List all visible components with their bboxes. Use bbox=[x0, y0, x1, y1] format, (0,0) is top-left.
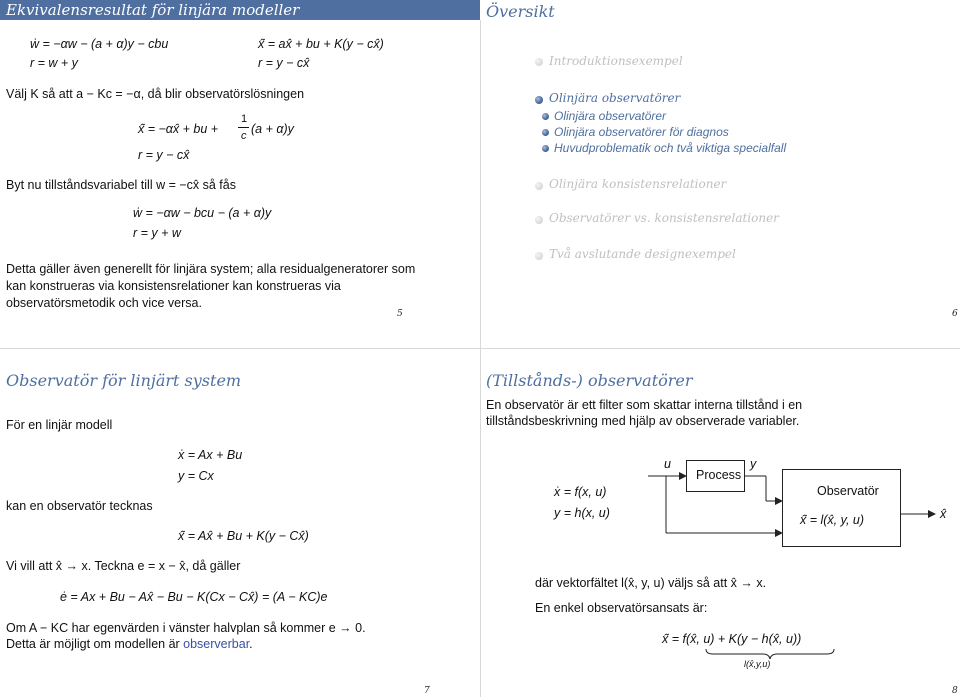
equation-line: ẋ = Ax + Bu bbox=[178, 448, 243, 462]
equation-line: x̂̇ = Ax̂ + Bu + K(y − Cx̂) bbox=[178, 529, 309, 543]
page-number: 7 bbox=[424, 686, 430, 696]
page-number: 6 bbox=[952, 309, 958, 319]
bullet-icon bbox=[535, 96, 543, 104]
outline-item: Två avslutande designexempel bbox=[549, 247, 736, 261]
equation-lhs: x̂̇ = −αx̂ + bu + bbox=[138, 122, 219, 136]
paragraph-line: observatörsmetodik och vice versa. bbox=[6, 296, 202, 310]
ansatz-equation: x̂̇ = f(x̂, u) + K(y − h(x̂, u)) bbox=[662, 632, 802, 646]
observerbar-link[interactable]: observerbar bbox=[183, 637, 250, 651]
body-text: Vi vill att x̂ → x. Teckna e = x − x̂, då gäller bbox=[6, 559, 241, 573]
fraction-numerator: 1 bbox=[241, 113, 248, 125]
bullet-icon bbox=[542, 129, 549, 136]
slide-8 bbox=[480, 349, 960, 697]
equation-line: y = Cx bbox=[178, 469, 214, 483]
observer-block bbox=[782, 469, 901, 547]
bullet-icon bbox=[535, 182, 543, 190]
bullet-icon bbox=[535, 252, 543, 260]
equation-line: ė = Ax + Bu − Ax̂ − Bu − K(Cx − Cx̂) = (A − KC)e bbox=[60, 590, 328, 604]
slide-title: Observatör för linjärt system bbox=[6, 371, 242, 390]
slide-title: Översikt bbox=[486, 2, 555, 21]
body-text: tillståndsbeskrivning med hjälp av observerade variabler. bbox=[486, 414, 800, 428]
slide-title: Ekvivalensresultat för linjära modeller bbox=[6, 1, 300, 19]
slide-7 bbox=[0, 349, 480, 697]
body-text: En observatör är ett filter som skattar interna tillstånd i en bbox=[486, 398, 803, 412]
slide-title: (Tillstånds-) observatörer bbox=[486, 371, 693, 390]
outline-subitem: Olinjära observatörer för diagnos bbox=[554, 125, 729, 139]
estimate-label: x̂ bbox=[940, 507, 947, 521]
page-number: 8 bbox=[952, 686, 958, 696]
equation-line: r = y − cx̂ bbox=[138, 148, 190, 162]
observer-label: Observatör bbox=[817, 484, 879, 498]
body-text: Byt nu tillståndsvariabel till w = −cx̂ så fås bbox=[6, 178, 236, 192]
text-segment: Detta är möjligt om modellen är bbox=[6, 637, 184, 651]
process-label: Process bbox=[696, 468, 742, 482]
outline-item: Introduktionsexempel bbox=[549, 54, 683, 68]
body-text: En enkel observatörsansats är: bbox=[535, 601, 708, 615]
slide-5 bbox=[0, 0, 480, 348]
outline-subitem: Olinjära observatörer bbox=[554, 109, 667, 123]
equation-line: r = y − cx̂ bbox=[258, 56, 310, 70]
bullet-icon bbox=[542, 145, 549, 152]
equation-line: ẇ = −αw − bcu − (a + α)y bbox=[133, 206, 272, 220]
equation-line: x̂̇ = ax̂ + bu + K(y − cx̂) bbox=[258, 37, 384, 51]
fraction-denominator: c bbox=[241, 130, 247, 142]
slide-6 bbox=[480, 0, 960, 348]
fraction-bar bbox=[238, 127, 249, 128]
body-text: För en linjär modell bbox=[6, 418, 113, 432]
body-text: Välj K så att a − Kc = −α, då blir observatörslösningen bbox=[6, 87, 305, 101]
body-text bbox=[6, 637, 253, 652]
equation-line: r = w + y bbox=[30, 56, 78, 70]
body-text: där vektorfältet l(x̂, y, u) väljs så att x̂ → x. bbox=[535, 576, 767, 590]
body-text: Om A − KC har egenvärden i vänster halvplan så kommer e → 0. bbox=[6, 621, 366, 635]
equation-line: y = h(x, u) bbox=[554, 506, 610, 520]
equation-line: r = y + w bbox=[133, 226, 181, 240]
equation-rhs: (a + α)y bbox=[251, 122, 294, 136]
output-label: y bbox=[750, 457, 757, 471]
page-number: 5 bbox=[397, 309, 403, 319]
bullet-icon bbox=[535, 216, 543, 224]
equation-line: ẋ = f(x, u) bbox=[554, 485, 607, 499]
outline-subitem: Huvudproblematik och två viktiga specialfall bbox=[554, 141, 787, 155]
input-label: u bbox=[664, 457, 671, 471]
paragraph-line: kan konstrueras via konsistensrelationer kan konstrueras via bbox=[6, 279, 341, 293]
outline-item: Olinjära observatörer bbox=[549, 91, 681, 105]
observer-equation: x̂̇ = l(x̂, y, u) bbox=[800, 513, 865, 527]
equation-line: ẇ = −αw − (a + α)y − cbu bbox=[30, 37, 169, 51]
paragraph-line: Detta gäller även generellt för linjära system; alla residualgeneratorer som bbox=[6, 262, 416, 276]
text-segment: . bbox=[249, 637, 253, 651]
body-text: kan en observatör tecknas bbox=[6, 499, 153, 513]
underbrace-label: l(x̂,y,u) bbox=[744, 659, 771, 669]
outline-item: Olinjära konsistensrelationer bbox=[549, 177, 727, 191]
outline-item: Observatörer vs. konsistensrelationer bbox=[549, 211, 779, 225]
bullet-icon bbox=[535, 58, 543, 66]
bullet-icon bbox=[542, 113, 549, 120]
